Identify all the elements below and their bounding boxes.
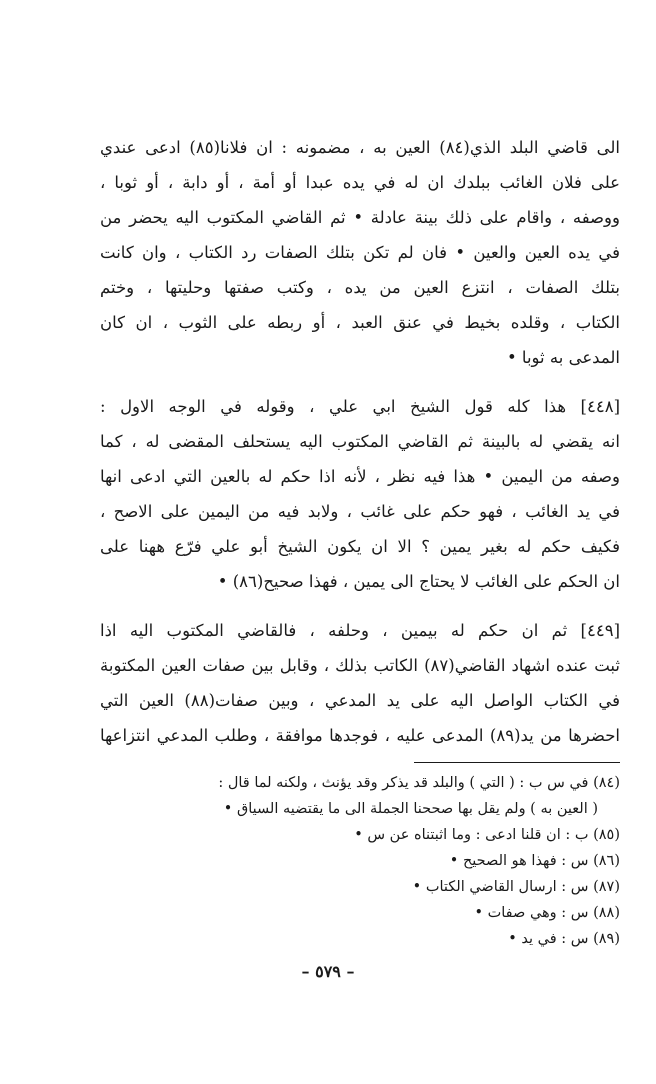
paragraph [100,130,620,375]
main-text [100,130,620,753]
paragraph [100,613,620,753]
text-line: في يده العين والعين • فان لم تكن بتلك الصفات رد الكتاب ، وان كانت [100,243,620,262]
text-line: في يد الغائب ، فهو حكم على غائب ، ولابد فيه من اليمين على الاصح ، [100,502,620,521]
footnote: (٨٧) س : ارسال القاضي الكتاب • [412,879,620,895]
text-line: على فلان الغائب ببلدك ان له في يده عبدا أو أمة ، أو دابة ، أو ثوبا ، [100,173,620,192]
text-line: [٤٤٨] هذا كله قول الشيخ ابي علي ، وقوله في الوجه الاول : [100,397,620,416]
text-line: انه يقضي له بالبينة ثم القاضي المكتوب اليه يستحلف المقضى له ، كما [100,432,620,451]
footnote: (٨٨) س : وهي صفات • [474,905,620,921]
text-line: ووصفه ، واقام على ذلك بينة عادلة • ثم القاضي المكتوب اليه يحضر من [100,208,620,227]
text-line: فكيف حكم له بغير يمين ؟ الا ان يكون الشيخ أبو علي فرّع ههنا على [100,537,620,556]
text-line: في الكتاب الواصل اليه على يد المدعي ، وبين صفات(٨٨) العين التي [100,691,620,710]
text-line: بتلك الصفات ، انتزع العين من يده ، وكتب صفتها وحليتها ، وختم [100,278,620,297]
footnote-continuation: ( العين به ) ولم يقل بها صححنا الجملة الى ما يقتضيه السياق • [223,801,598,817]
footnote: (٨٦) س : فهذا هو الصحيح • [449,853,620,869]
footnote: (٨٥) ب : ان قلنا ادعى : وما اثبتناه عن س • [354,827,620,843]
footnotes [100,770,620,952]
text-line: الكتاب ، وقلده بخيط في عنق العبد ، أو ربطه على الثوب ، ان كان [100,313,620,332]
text-line: المدعى به ثوبا • [506,348,620,367]
text-line: ان الحكم على الغائب لا يحتاج الى يمين ، فهذا صحيح(٨٦) • [217,572,620,591]
page-number: – ٥٧٩ – [301,962,355,981]
text-line: [٤٤٩] ثم ان حكم له بيمين ، وحلفه ، فالقاضي المكتوب اليه اذا [100,621,620,640]
text-line: احضرها من يد(٨٩) المدعى عليه ، فوجدها موافقة ، وطلب المدعي انتزاعها [100,726,620,745]
paragraph [100,389,620,599]
footnote: (٨٩) س : في يد • [508,931,620,947]
text-line: ثبت عنده اشهاد القاضي(٨٧) الكاتب بذلك ، وقابل بين صفات العين المكتوبة [100,656,620,675]
footnote: (٨٤) في س ب : ( التي ) والبلد قد يذكر وقد يؤنث ، ولكنه لما قال : [218,775,620,791]
text-line: الى قاضي البلد الذي(٨٤) العين به ، مضمونه : ان فلانا(٨٥) ادعى عندي [100,138,620,157]
footnote-divider [414,762,620,763]
text-line: وصفه من اليمين • هذا فيه نظر ، لأنه اذا حكم له بالعين التي ادعى انها [100,467,620,486]
